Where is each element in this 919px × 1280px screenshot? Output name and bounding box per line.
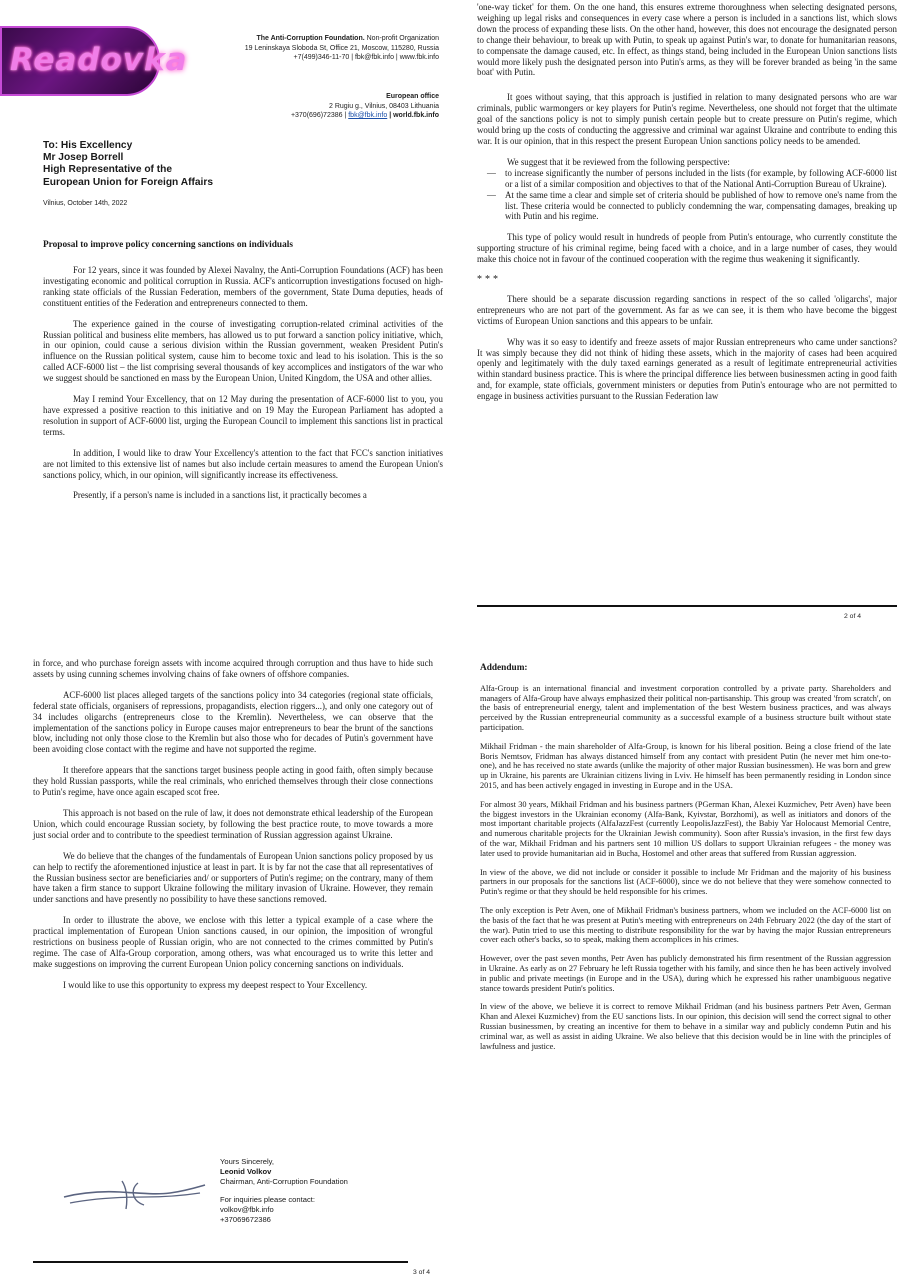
dash-marker: — bbox=[487, 167, 496, 178]
letterhead-moscow bbox=[245, 34, 439, 63]
signer-title: Chairman, Anti-Corruption Foundation bbox=[220, 1176, 348, 1186]
footer-rule bbox=[33, 1261, 408, 1263]
paragraph: For almost 30 years, Mikhail Fridman and his business partners (PGerman Khan, Alexei Kuzmichev, Petr Aven) have been the biggest investors in the Ukrainian economy (Alfa-Bank, Kyivstar, Borzhomi), as well as initiators and donors of the most important charitable projects (AlfaJazzFest (currently LeopolisJazzFest), the Babiy Yar Holocaust Memorial Centre, and numerous charitable projects for the Ukrainian Jewish community). Soon after Russia's invasion, in the first few days of the war, Mikhail Fridman and his partners sent 10 million US dollars to support Ukrainian refugees - the money was later used to provide humanitarian aid in Bucha, Hostomel and other areas that suffered from Russian aggression. bbox=[480, 799, 891, 858]
recipient-line: Mr Josep Borrell bbox=[43, 152, 124, 164]
paragraph: In view of the above, we did not include or consider it possible to include Mr Fridman and the majority of his business partners in our proposals for the sanctions list (ACF-6000), since we do not believe that they were somehow connected to Putin's regime or that they should be held responsible for his crimes. bbox=[480, 867, 891, 897]
page-number: 2 of 4 bbox=[844, 613, 862, 620]
paragraph: Mikhail Fridman - the main shareholder of Alfa-Group, is known for his liberal position. Being a close friend of the late Boris Nemtsov, Fridman has always distanced himself from any contact with president Putin (he never met him one-to-one), and he has received no state awards (unlike the majority of other major Russian businessmen). He was born and grew up in Ukraine, his parents are Ukrainian citizens living in Lviv. He himself has been permanently residing in London since 2015, and has been actively engaged in investing in Europe and in the USA. bbox=[480, 741, 891, 790]
vilnius-phone: +370(696)72386 | bbox=[290, 112, 347, 119]
paragraph: There should be a separate discussion regarding sanctions in respect of the so called 'oligarchs', major entrepreneurs who are not part of the government. As far as we can see, it is them who have become the biggest victims of European Union sanctions and this appears to be unfair. bbox=[477, 293, 897, 326]
paragraph: However, over the past seven months, Petr Aven has publicly demonstrated his firm resentment of the Russian aggression in Ukraine. As early as on 27 February he left Russia together with his family, and since then he has been actively involved in public and private meetings (in Europe and in the USA), during which he expressed his rather unambiguous negative stance towards president Putin's politics. bbox=[480, 954, 891, 993]
page1-body bbox=[43, 265, 443, 511]
paragraph: The experience gained in the course of investigating corruption-related criminal activities of the Russian political and business elite members, has allowed us to put forward a sanction policy initiative, which, in our opinion, could cause a serious division within the Russian government, weaken President Putin's influence on the Russian political system, cause him to become toxic and lead to his isolation. This is the so called ACF-6000 list – the list comprising several thousands of key accomplices and instigators of the war who we suggest should be sanctioned en mass by the European Union, United Kingdom, the USA and other allies. bbox=[43, 318, 443, 384]
list-item-text: to increase significantly the number of persons included in the lists (for example, by following ACF-6000 list or a list of a similar composition and objectives to that of the National Anti-Corruption Bureau of Ukraine). bbox=[505, 167, 897, 189]
paragraph: In addition, I would like to draw Your Excellency's attention to the fact that FCC's sanction initiatives are not limited to this extensive list of names but also include certain measures to amend the European Union's sanctions policy, which, in our opinion, will significantly increase its effectiveness. bbox=[43, 447, 443, 480]
org-name: The Anti-Corruption Foundation. bbox=[256, 35, 365, 42]
recipient-line: European Union for Foreign Affairs bbox=[43, 176, 213, 188]
handwritten-signature bbox=[60, 1175, 210, 1215]
recipient-line: High Representative of the bbox=[43, 164, 173, 176]
paragraph: I would like to use this opportunity to express my deepest respect to Your Excellency. bbox=[63, 979, 368, 990]
paragraph: This approach is not based on the rule of law, it does not demonstrate ethical leadership of the European Union, which could encourage Russian society, by following the best practice route, to move towards a more just social order and to contribute to the speediest termination of Russian aggression against Ukraine. bbox=[33, 807, 433, 840]
paragraph: In view of the above, we believe it is correct to remove Mikhail Fridman (and his business partners Petr Aven, German Khan and Alexei Kuzmichev) from the EU sanctions lists. In our opinion, this decision will send the correct signal to other Russian businessmen, by creating an incentive for them to behave in a similar way and publicly condemn Putin and his criminal war, as well as assist in aiding Ukraine. We also believe that this decision would be in line with the principles of lawfulness and justice. bbox=[480, 1002, 891, 1051]
recipient-line: To: His Excellency bbox=[43, 140, 133, 151]
moscow-contact: +7(499)346-11-70 | fbk@fbk.info | www.fbk.info bbox=[293, 54, 439, 61]
paragraph: It therefore appears that the sanctions target business people acting in good faith, often simply because they hold Russian passports, while the real criminals, who enriched themselves through their close connections to Putin's regime, have once again escaped scot free. bbox=[33, 765, 433, 798]
letter-page-1 bbox=[0, 0, 459, 640]
readovka-logo bbox=[0, 26, 188, 96]
page2-body bbox=[477, 2, 897, 412]
signature-block bbox=[220, 1157, 348, 1225]
vilnius-email-link[interactable]: fbk@fbk.info bbox=[348, 112, 388, 119]
paragraph: It goes without saying, that this approach is justified in relation to many designated persons who are war criminals, public warmongers or key players for Putin's regime. Nevertheless, one should not forget that the ultimate goal of the sanctions policy is not to simply punish certain people but to create pressure on Putin's regime, which would bring up the costs of conducting the aggressive and criminal war against Ukraine and contribute to ending this war. It is our opinion, that in this respect the present European Union sanctions policy needs to be amended. bbox=[477, 92, 897, 146]
list-item-text: At the same time a clear and simple set of criteria should be published of how to remove one's name from the list. These criteria would be connected to publicly condemning the war, compensating damages, breaking up with Putin and his regime. bbox=[505, 189, 897, 222]
paragraph: 'one-way ticket' for them. On the one hand, this ensures extreme thoroughness when selecting designated persons, weighing up legal risks and consequences in every case where a person is included in a sanctions list, which slows down the process of expanding these lists. On the other hand, however, this does not encourage the designated person to change their behaviour, to break up with Putin, to speak up against Putin's war, to donate for humanitarian reasons, to compensate the damage caused, etc. In effect, as things stand, being included in the European Union sanctions lists would more likely push the designated person into Putin's arms, as they will be forever branded as being 'in the same boat' with Putin. bbox=[477, 2, 897, 78]
paragraph: Presently, if a person's name is included in a sanctions list, it practically becomes a bbox=[73, 490, 367, 501]
list-item bbox=[487, 190, 897, 223]
org-type: Non-profit Organization bbox=[366, 35, 439, 42]
page-number: 3 of 4 bbox=[413, 1269, 431, 1276]
paragraph: This type of policy would result in hundreds of people from Putin's entourage, who currently constitute the supporting structure of his criminal regime, being faced with a choice, and in a large number of cases, they would make this choice not in favour of the continued cooperation with the regime thus weakening it significantly. bbox=[477, 232, 897, 265]
moscow-address: 19 Leninskaya Sloboda St, Office 21, Moscow, 115280, Russia bbox=[244, 44, 439, 52]
addendum-heading: Addendum: bbox=[480, 663, 528, 673]
recipient-block bbox=[43, 140, 213, 189]
contact-email: volkov@fbk.info bbox=[220, 1205, 274, 1215]
paragraph: ACF-6000 list places alleged targets of the sanctions policy into 34 categories (regional state officials, federal state officials, organisers of repressions, propagandists, election riggers...), and only one category out of 34 includes oligarchs (entrepreneurs close to the Kremlin). Nevertheless, we can observe that the implementation of the sanctions policy in Europe causes major entrepreneurs to bear the brunt of the sanctions blow, including not only those close to the Kremlin but also those who for decades of Putin's government have been avoiding close contact with the regime and have not supported the regime. bbox=[33, 689, 433, 755]
logo-text: Readovka bbox=[10, 42, 188, 78]
paragraph: Alfa-Group is an international financial and investment corporation controlled by a private party. Shareholders and managers of Alfa-Group have always emphasized their political non-partisanship. This group was created 'from scratch', on the basis of entrepreneurial energy, talent and implementation of the best Western business practices, and was always perceived by the Russian entrepreneurial community as a successful example of a business structure built without state participation. bbox=[480, 683, 891, 732]
paragraph: For 12 years, since it was founded by Alexei Navalny, the Anti-Corruption Foundations (ACF) has been investigating economic and political corruption in Russia. ACF's anticorruption investigations focused on high-ranking state officials of the Russian Federation, members of the government, State Duma deputies, heads of constituent entities of the Federation and entrepreneurs connected to them. bbox=[43, 265, 443, 308]
paragraph: May I remind Your Excellency, that on 12 May during the presentation of ACF-6000 list to you, you have expressed a positive reaction to this initiative and on 19 May the European Parliament has adopted a resolution in support of ACF-6000 list, urging the European Council to implement this sanctions list in practical terms. bbox=[43, 394, 443, 437]
paragraph: In order to illustrate the above, we enclose with this letter a typical example of a case where the practical implementation of European Union sanctions caused, in our opinion, the imposition of wrongful restrictions on business people of Russian origin, who are not connected to the crimes committed by Putin's regime. The case of Alfa-Group corporation, among others, was what encouraged us to write this letter and make suggestions on improving the current European Union policy concerning sanctions on individuals. bbox=[33, 915, 433, 969]
paragraph: The only exception is Petr Aven, one of Mikhail Fridman's business partners, whom we included on the ACF-6000 list on the basis of the fact that he was present at Putin's meeting with entrepreneurs on 24th February 2022 (the day of the start of the war). Putin tried to use this meeting to distribute responsibility for the war by having the major Russian entrepreneurs cover each other's backs, so to speak, making them accomplices in his crimes. bbox=[480, 905, 891, 945]
letter-date: Vilnius, October 14th, 2022 bbox=[43, 200, 128, 207]
paragraph: We suggest that it be reviewed from the following perspective: bbox=[507, 156, 730, 167]
dash-marker: — bbox=[487, 189, 496, 200]
section-separator: *** bbox=[477, 274, 501, 286]
signer-name: Leonid Volkov bbox=[220, 1166, 272, 1176]
paragraph: We do believe that the changes of the fundamentals of European Union sanctions policy proposed by us can help to rectify the aforementioned injustice at least in part. It is by far not the case that all representatives of the Russian business sector are beneficiaries and/ or supporters of Putin's regime; on the contrary, many of them have taken a firm stance to support Ukraine following the military invasion of Ukraine. However, they remain under sanctions and have presently no possibility to have these sanctions removed. bbox=[33, 850, 433, 905]
suggestion-list bbox=[487, 168, 897, 223]
letter-page-2 bbox=[459, 0, 919, 640]
page3-body bbox=[33, 658, 433, 1001]
footer-rule bbox=[477, 605, 897, 607]
eu-office: European office bbox=[386, 93, 439, 100]
letterhead-vilnius bbox=[291, 92, 439, 121]
letter-subject: Proposal to improve policy concerning sanctions on individuals bbox=[43, 240, 293, 250]
paragraph: Why was it so easy to identify and freeze assets of major Russian entrepreneurs who came under sanctions? It was simply because they did not think of hiding these assets, which in the majority of cases had been acquired openly and legitimately with the duly taxed earnings generated as a result of legitimate entrepreneurial activities within standard business practice. This is where the principal difference lies between businessmen acting in good faith and, for example, state officials, government ministers or deputies from Putin's entourage who are not permitted to engage in business activities pursuant to the Russian Federation law bbox=[477, 336, 897, 402]
contact-phone: +37069672386 bbox=[220, 1214, 271, 1224]
list-item bbox=[487, 168, 897, 190]
vilnius-web: | world.fbk.info bbox=[389, 112, 439, 119]
addendum-body bbox=[480, 664, 891, 1060]
inquiries-label: For inquiries please contact: bbox=[220, 1195, 315, 1205]
vilnius-address: 2 Rugiu g., Vilnius, 08403 Lithuania bbox=[328, 102, 439, 110]
paragraph: in force, and who purchase foreign assets with income acquired through corruption and thus have to hide such assets by using cunning schemes involving chains of fake owners of offshore companies. bbox=[33, 658, 433, 679]
closing: Yours Sincerely, bbox=[220, 1157, 275, 1166]
